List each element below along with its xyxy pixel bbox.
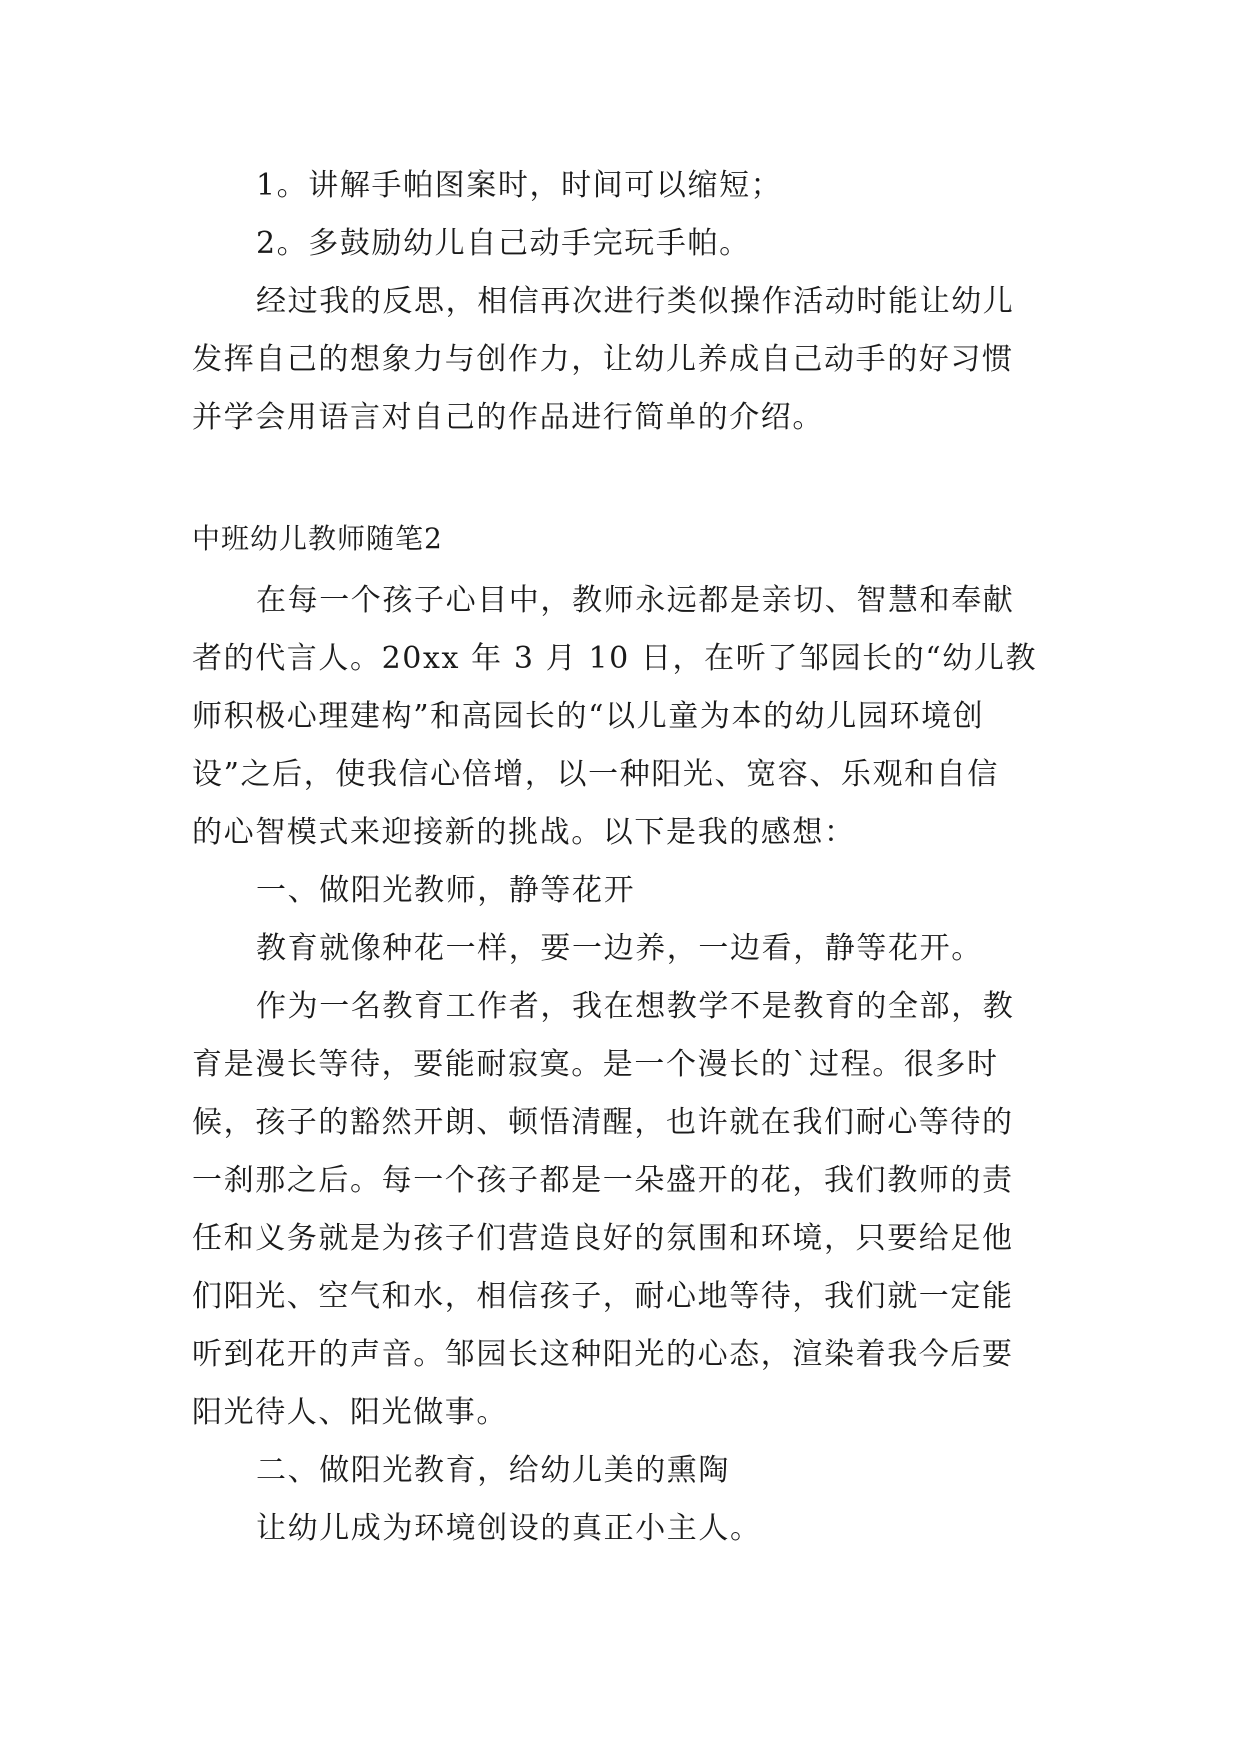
list-item: 2。多鼓励幼儿自己动手完玩手帕。 — [256, 226, 751, 261]
subheading: 一、做阳光教师，静等花开 — [256, 873, 636, 908]
paragraph-line: 阳光待人、阳光做事。 — [192, 1395, 508, 1430]
paragraph-line: 们阳光、空气和水，相信孩子，耐心地等待，我们就一定能 — [192, 1279, 1014, 1314]
paragraph-line: 任和义务就是为孩子们营造良好的氛围和环境，只要给足他 — [192, 1221, 1014, 1256]
paragraph-line: 并学会用语言对自己的作品进行简单的介绍。 — [192, 400, 824, 435]
list-item: 1。讲解手帕图案时，时间可以缩短； — [256, 168, 783, 203]
section-title: 中班幼儿教师随笔2 — [192, 522, 443, 555]
paragraph-line: 在每一个孩子心目中，教师永远都是亲切、智慧和奉献 — [256, 583, 1015, 618]
paragraph-line: 作为一名教育工作者，我在想教学不是教育的全部，教 — [256, 989, 1015, 1024]
subheading: 二、做阳光教育，给幼儿美的熏陶 — [256, 1453, 730, 1488]
paragraph-line: 育是漫长等待，要能耐寂寞。是一个漫长的`过程。很多时 — [192, 1047, 999, 1082]
paragraph-line: 设”之后，使我信心倍增，以一种阳光、宽容、乐观和自信 — [192, 757, 999, 792]
paragraph-line: 一刹那之后。每一个孩子都是一朵盛开的花，我们教师的责 — [192, 1163, 1014, 1198]
paragraph-line: 发挥自己的想象力与创作力，让幼儿养成自己动手的好习惯 — [192, 342, 1014, 377]
paragraph-line: 的心智模式来迎接新的挑战。以下是我的感想： — [192, 815, 856, 850]
paragraph-line: 教育就像种花一样，要一边养，一边看，静等花开。 — [256, 931, 983, 966]
paragraph-line: 师积极心理建构”和高园长的“以儿童为本的幼儿园环境创 — [192, 699, 985, 734]
paragraph-line: 候，孩子的豁然开朗、顿悟清醒，也许就在我们耐心等待的 — [192, 1105, 1014, 1140]
paragraph-line: 经过我的反思，相信再次进行类似操作活动时能让幼儿 — [256, 284, 1015, 319]
paragraph-line: 让幼儿成为环境创设的真正小主人。 — [256, 1511, 762, 1546]
paragraph-line: 者的代言人。20xx 年 3 月 10 日，在听了邹园长的“幼儿教 — [192, 641, 1038, 676]
paragraph-line: 听到花开的声音。邹园长这种阳光的心态，渲染着我今后要 — [192, 1337, 1014, 1372]
